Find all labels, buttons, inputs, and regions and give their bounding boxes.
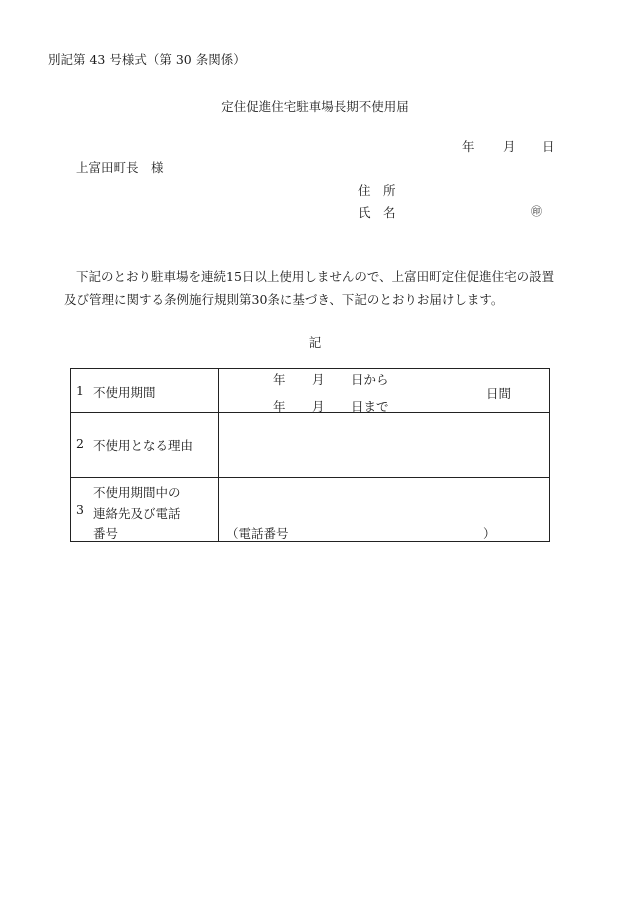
name-label: 氏 名 [358, 205, 396, 220]
seal-mark: ㊞ [531, 205, 542, 218]
row3-label-line-3: 番号 [93, 526, 119, 541]
row3-number: 3 [76, 502, 84, 517]
row1-label: 不使用期間 [93, 385, 156, 400]
date-day-label: 日 [542, 139, 555, 154]
body-text-line-2: 及び管理に関する条例施行規則第30条に基づき、下記のとおりお届けします。 [64, 292, 504, 307]
date-month-label: 月 [503, 139, 516, 154]
from-year-label: 年 [273, 372, 286, 387]
phone-open-label: （電話番号 [226, 526, 289, 541]
column-divider [218, 369, 219, 541]
from-month-label: 月 [312, 372, 325, 387]
row2-label: 不使用となる理由 [93, 438, 194, 453]
address-label: 住 所 [358, 183, 396, 198]
to-year-label: 年 [273, 399, 286, 414]
date-year-label: 年 [462, 139, 475, 154]
ki-heading: 記 [308, 335, 322, 350]
addressee: 上富田町長 様 [76, 160, 164, 175]
body-text-line-1: 下記のとおり駐車場を連続15日以上使用しませんので、上富田町定住促進住宅の設置 [76, 269, 555, 284]
row-divider [71, 412, 549, 413]
form-number: 別記第 43 号様式（第 30 条関係） [48, 52, 246, 67]
phone-close-paren: ） [483, 526, 496, 541]
row1-number: 1 [76, 383, 84, 398]
to-month-label: 月 [312, 399, 325, 414]
row3-label-line-2: 連絡先及び電話 [93, 506, 181, 521]
days-label: 日間 [486, 386, 512, 401]
row3-label-line-1: 不使用期間中の [93, 485, 181, 500]
from-day-label: 日から [351, 372, 389, 387]
details-table [70, 368, 550, 542]
document-title: 定住促進住宅駐車場長期不使用届 [221, 99, 409, 114]
to-day-label: 日まで [351, 399, 389, 414]
row-divider [71, 477, 549, 478]
row2-number: 2 [76, 436, 84, 451]
